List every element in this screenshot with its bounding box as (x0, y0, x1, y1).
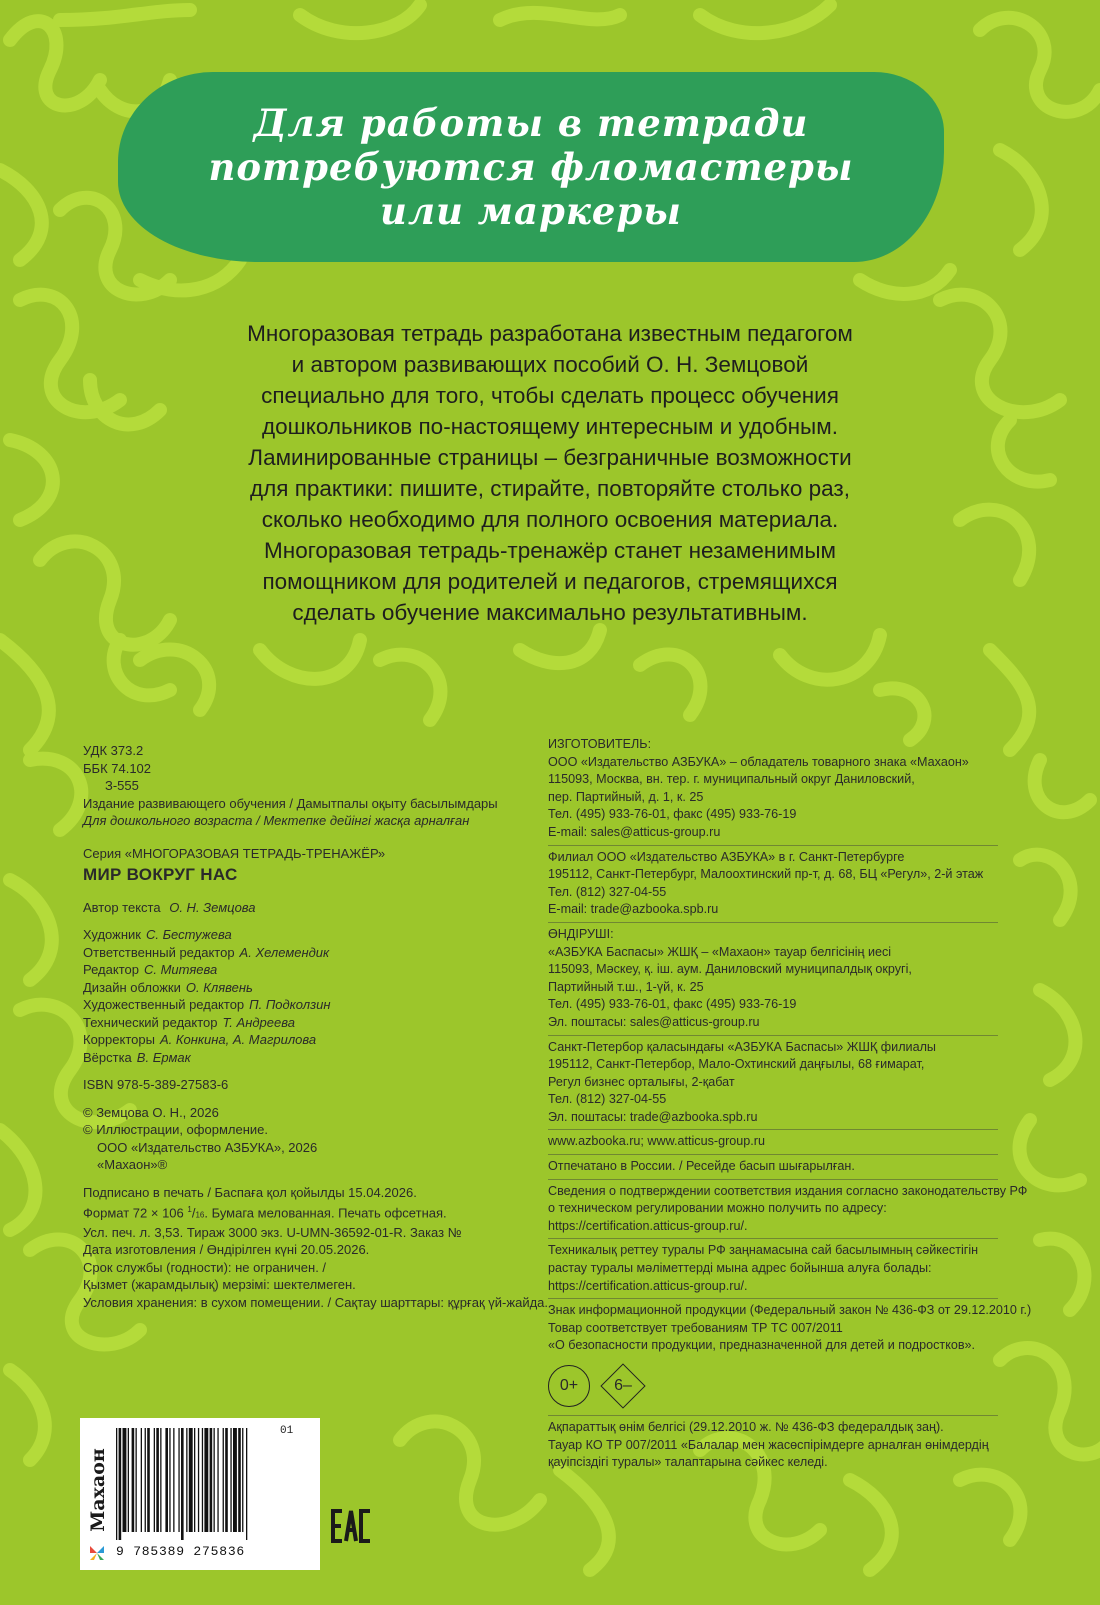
maker-line: Тел. (495) 933-76-01, факс (495) 933-76-19 (548, 807, 797, 822)
divider (548, 1298, 998, 1299)
cert-ru-line: о техническом регулировании можно получить по адресу: (548, 1201, 887, 1216)
credit-name: В. Ермак (136, 1049, 191, 1065)
shelf-life: Срок службы (годности): не ограничен. / (83, 1259, 327, 1275)
maker-line: ООО «Издательство АЗБУКА» – обладатель товарного знака «Махаон» (548, 754, 969, 769)
credit-role: Корректоры (83, 1032, 155, 1047)
barcode-bar (147, 1428, 150, 1532)
format-denominator: 16 (195, 1210, 205, 1220)
banner (118, 72, 944, 262)
branch-line: E-mail: trade@azbooka.spb.ru (548, 902, 719, 917)
imprint-left-column (83, 742, 549, 1311)
copyright-line: © Земцова О. Н., 2026 (83, 1104, 219, 1120)
edition-type: Издание развивающего обучения / Дамытпалы оқыту басылымдары (83, 795, 498, 811)
barcode-bar (210, 1428, 213, 1532)
barcode-bar (230, 1428, 231, 1532)
divider (548, 1129, 998, 1130)
barcode-bar (238, 1428, 241, 1532)
credit-row (83, 944, 523, 962)
maker-heading: ИЗГОТОВИТЕЛЬ: (548, 737, 652, 751)
info-sign-line: «О безопасности продукции, предназначенной для детей и подростков». (548, 1338, 976, 1353)
cert-kz-line: растау туралы мәліметтерді мына адрес бойынша алуға болады: (548, 1261, 932, 1276)
barcode-bar (223, 1428, 224, 1532)
info-sign-kz-line: Тауар КО ТР 007/2011 «Балалар мен жасөспірімдерге арналған өнімдердің (548, 1437, 989, 1452)
barcode-addon-code: 01 (280, 1425, 294, 1437)
barcode-bar (202, 1428, 203, 1532)
book-title: МИР ВОКРУГ НАС (83, 865, 238, 884)
credit-row (83, 961, 523, 979)
intro-paragraph (100, 318, 1000, 628)
info-sign-kz-line: Ақпараттық өнім белгісі (29.12.2010 ж. № 436-ФЗ федералдық заң). (548, 1420, 944, 1434)
credit-name: Т. Андреева (222, 1014, 295, 1030)
kz-maker-line: Эл. поштасы: sales@atticus-group.ru (548, 1014, 760, 1029)
barcode-bar (132, 1428, 135, 1532)
intro-line: сделать обучение максимально результативным. (292, 600, 808, 625)
credit-name: О. Клявень (185, 979, 253, 995)
isbn: ISBN 978-5-389-27583-6 (83, 1077, 229, 1092)
credit-role: Технический редактор (83, 1014, 218, 1030)
barcode-bar (214, 1428, 215, 1532)
shelf-life-kz: Қызмет (жарамдылық) мерзімі: шектелмеген. (83, 1277, 356, 1293)
kz-branch-line: Эл. поштасы: trade@azbooka.spb.ru (548, 1109, 758, 1124)
bbk: ББК 74.102 (83, 760, 152, 776)
credit-row (83, 926, 523, 944)
kz-branch-line: Тел. (812) 327-04-55 (548, 1092, 667, 1107)
divider (548, 1238, 998, 1239)
credit-role: Художественный редактор (83, 997, 245, 1012)
maker-line: 115093, Москва, вн. тер. г. муниципальный округ Даниловский, (548, 772, 915, 787)
kz-branch-line: Санкт-Петербор қаласындағы «АЗБУКА Баспасы» ЖШҚ филиалы (548, 1039, 936, 1054)
credit-row (83, 996, 523, 1014)
udk: УДК 373.2 (83, 743, 144, 758)
divider (548, 1179, 998, 1180)
intro-line: Многоразовая тетрадь-тренажёр станет незаменимым (264, 538, 836, 563)
branch-line: Филиал ООО «Издательство АЗБУКА» в г. Санкт-Петербурге (548, 849, 905, 864)
format-text: Формат 72 × 106 (83, 1205, 188, 1221)
credit-row (83, 1014, 523, 1032)
barcode-bar (173, 1428, 174, 1532)
barcode-bar (204, 1428, 208, 1532)
format-text-end: . Бумага мелованная. Печать офсетная. (204, 1205, 447, 1221)
credit-name: А. Хелемендик (239, 944, 330, 960)
print-signed: Подписано в печать / Баспаға қол қойылды 15.04.2026. (83, 1184, 417, 1200)
barcode-bar (225, 1428, 228, 1532)
credit-name: А. Конкина, А. Магрилова (159, 1032, 317, 1047)
publisher-name: Махаон (87, 1448, 109, 1532)
credits-list (83, 926, 523, 1066)
barcode-digits: 9 785389 275836 (116, 1544, 246, 1559)
intro-line: для практики: пишите, стирайте, повторяйте столько раз, (250, 476, 850, 501)
age-badge-diamond-text: 6– (614, 1377, 632, 1395)
intro-line: специально для того, чтобы сделать процесс обучения (261, 383, 839, 408)
barcode-bar (156, 1428, 159, 1532)
credit-row (83, 1031, 523, 1049)
author-credit (83, 899, 523, 917)
maker-line: E-mail: sales@atticus-group.ru (548, 824, 721, 839)
credit-role: Ответственный редактор (83, 944, 235, 960)
cert-kz-line: https://certification.atticus-group.ru/. (548, 1278, 748, 1293)
barcode-bar (246, 1428, 247, 1540)
imprint-right-column (548, 736, 1032, 1472)
publisher-butterfly-icon (88, 1544, 106, 1562)
branch-line: Тел. (812) 327-04-55 (548, 884, 667, 899)
barcode-bar (217, 1428, 218, 1532)
intro-line: Ламинированные страницы – безграничные возможности (248, 445, 852, 470)
credit-name: О. Н. Земцова (169, 899, 256, 915)
maker-line: пер. Партийный, д. 1, к. 25 (548, 789, 704, 804)
intro-line: помощником для родителей и педагогов, стремящихся (262, 569, 838, 594)
divider (548, 1415, 998, 1416)
series: Серия «МНОГОРАЗОВАЯ ТЕТРАДЬ-ТРЕНАЖЁР» (83, 845, 386, 861)
websites: www.azbooka.ru; www.atticus-group.ru (548, 1134, 765, 1149)
intro-line: сколько необходимо для полного освоения материала. (261, 507, 839, 532)
kz-branch-line: 195112, Санкт-Петербор, Мало-Охтинский даңғылы, 68 ғимарат, (548, 1057, 925, 1072)
print-details (83, 1184, 549, 1312)
barcode-bar (136, 1428, 137, 1532)
print-format: Формат 72 × 106 $^1$/16. Бумага мелованная. Печать офсетная. (83, 1205, 447, 1221)
barcode-box (80, 1418, 320, 1570)
branch-line: 195112, Санкт-Петербург, Малоохтинский пр-т, д. 68, БЦ «Регул», 2-й этаж (548, 867, 984, 882)
banner-line-3: или маркеры (380, 189, 682, 233)
intro-line: дошкольников по-настоящему интересным и удобным. (262, 414, 838, 439)
credit-name: С. Бестужева (145, 927, 232, 942)
copyright-line: © Иллюстрации, оформление. (83, 1122, 268, 1137)
credit-role: Дизайн обложки (83, 979, 181, 995)
age-note: Для дошкольного возраста / Мектепке дейінгі жасқа арналған (83, 813, 470, 828)
cert-ru-line: https://certification.atticus-group.ru/. (548, 1218, 748, 1233)
banner-line-1: Для работы в тетради (253, 101, 809, 145)
barcode-bar (128, 1428, 129, 1532)
age-badges (548, 1363, 1018, 1409)
intro-line: Многоразовая тетрадь разработана известным педагогом (247, 321, 853, 346)
barcode (114, 1428, 310, 1540)
barcode-bar (181, 1428, 184, 1540)
barcode-bar (141, 1428, 142, 1532)
kz-maker-line: «АЗБУКА Баспасы» ЖШҚ – «Махаон» тауар белгісінің иесі (548, 944, 892, 959)
barcode-bar (198, 1428, 199, 1532)
credit-name: П. Подколзин (249, 997, 331, 1012)
barcode-bar (194, 1428, 195, 1532)
author-code: З-555 (105, 778, 139, 793)
barcode-bar (145, 1428, 146, 1532)
copyright-line: «Махаон»® (97, 1157, 168, 1172)
print-run: Усл. печ. л. 3,53. Тираж 3000 экз. U-UMN-36592-01-R. Заказ № (83, 1224, 462, 1240)
barcode-bar (189, 1428, 193, 1532)
barcode-bar (233, 1428, 237, 1532)
publisher-logo-text (85, 1430, 111, 1550)
age-badge-circle: 0+ (548, 1365, 590, 1407)
info-sign-line: Товар соответствует требованиям ТР ТС 007/2011 (548, 1320, 843, 1335)
credit-role: Вёрстка (83, 1049, 132, 1065)
divider (548, 1035, 998, 1036)
divider (548, 922, 998, 923)
barcode-bar (242, 1428, 243, 1532)
credit-row (83, 979, 523, 997)
age-badge-diamond (600, 1363, 646, 1409)
kz-maker-line: Партийный т.ш., 1-үй, к. 25 (548, 979, 704, 994)
copyright-line: ООО «Издательство АЗБУКА», 2026 (97, 1139, 318, 1155)
barcode-bar (123, 1428, 127, 1532)
intro-line: и автором развивающих пособий О. Н. Земцовой (291, 352, 809, 377)
divider (548, 845, 998, 846)
kz-maker-line: Тел. (495) 933-76-01, факс (495) 933-76-19 (548, 997, 797, 1012)
credit-role: Автор текста (83, 899, 161, 915)
barcode-bar (160, 1428, 161, 1532)
printed-in: Отпечатано в России. / Ресейде басып шығарылған. (548, 1159, 855, 1174)
credit-role: Редактор (83, 962, 139, 977)
eac-mark-icon (330, 1508, 372, 1544)
barcode-bar (119, 1428, 122, 1540)
barcode-bar (154, 1428, 155, 1532)
print-made: Дата изготовления / Өндірілген күні 20.05.2026. (83, 1242, 370, 1258)
cert-ru-line: Сведения о подтверждении соответствия издания согласно законодательству РФ (548, 1183, 1028, 1198)
credit-role: Художник (83, 927, 141, 942)
format-numerator: 1 (187, 1205, 192, 1214)
barcode-bar (178, 1428, 179, 1532)
barcode-bar (169, 1428, 170, 1532)
cert-kz-line: Техникалық реттеу туралы РФ заңнамасына сай басылымның сәйкестігін (548, 1243, 979, 1258)
copyright-block (83, 1104, 523, 1174)
banner-line-2: потребуются фломастеры (208, 145, 854, 189)
credit-row (83, 1049, 523, 1067)
kz-branch-line: Регул бизнес орталығы, 2-қабат (548, 1074, 735, 1089)
credit-name: С. Митяева (143, 962, 218, 977)
divider (548, 1154, 998, 1155)
barcode-bar (165, 1428, 168, 1532)
barcode-bar (186, 1428, 187, 1532)
storage: Условия хранения: в сухом помещении. / Сақтау шарттары: құрғақ үй-жайда. (83, 1294, 549, 1310)
kz-maker-heading: ӨНДІРУШІ: (548, 926, 614, 941)
barcode-bar (116, 1428, 117, 1540)
info-sign-kz-line: қауіпсіздігі туралы» талаптарына сәйкес келеді. (548, 1455, 828, 1470)
kz-maker-line: 115093, Мәскеу, қ. іш. аум. Даниловский муниципалдық округі, (548, 962, 912, 977)
info-sign-line: Знак информационной продукции (Федеральный закон № 436-ФЗ от 29.12.2010 г.) (548, 1303, 1032, 1318)
